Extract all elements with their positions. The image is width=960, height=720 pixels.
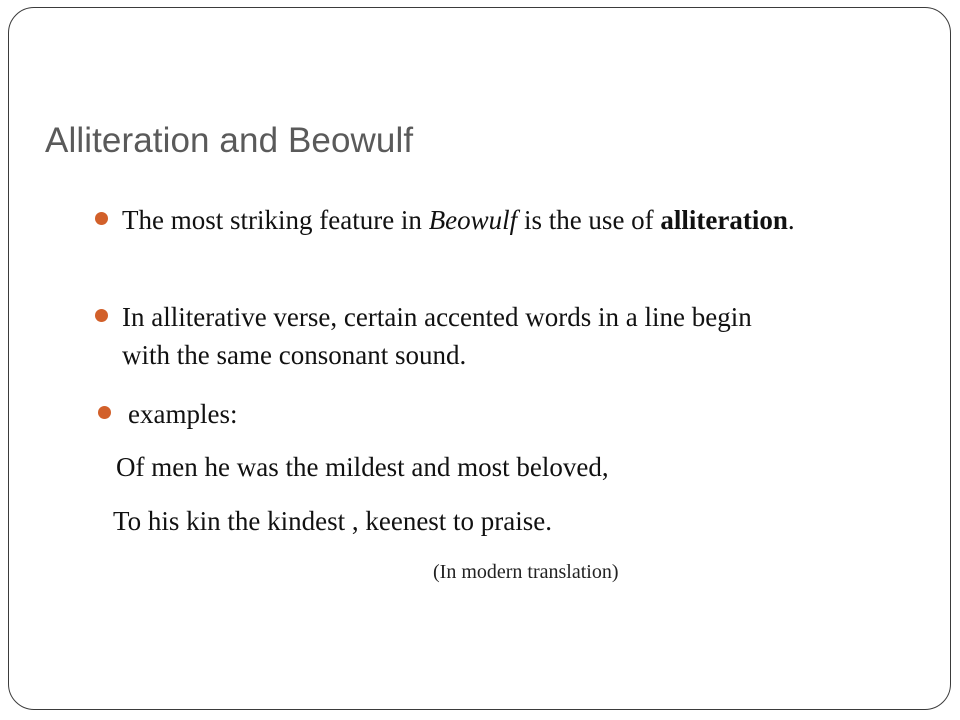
bullet-dot-icon [95, 309, 108, 322]
bullet-item-3 [122, 395, 802, 433]
work-title-italic: Beowulf [428, 205, 518, 235]
bullet-dot-icon [95, 212, 108, 225]
slide-frame [8, 7, 951, 710]
slide-title: Alliteration and Beowulf [45, 121, 414, 160]
bullet-text: In alliterative verse, certain accented words in a line begin with the same consonant sound. [122, 302, 752, 370]
bullet-dot-icon [98, 406, 111, 419]
key-term-bold: alliteration [660, 205, 788, 235]
bullet-item-1 [122, 201, 802, 239]
bullet-text-part: The most striking feature in [122, 205, 429, 235]
example-line-2: To his kin the kindest , keenest to praise. [113, 506, 553, 536]
bullet-text-part: . [787, 205, 795, 235]
bullet-text-part: is the use of [517, 205, 661, 235]
example-line-1: Of men he was the mildest and most beloved, [116, 452, 609, 482]
bullet-text: examples: [128, 399, 238, 429]
bullet-item-2 [122, 298, 802, 374]
translation-note: (In modern translation) [433, 561, 619, 583]
